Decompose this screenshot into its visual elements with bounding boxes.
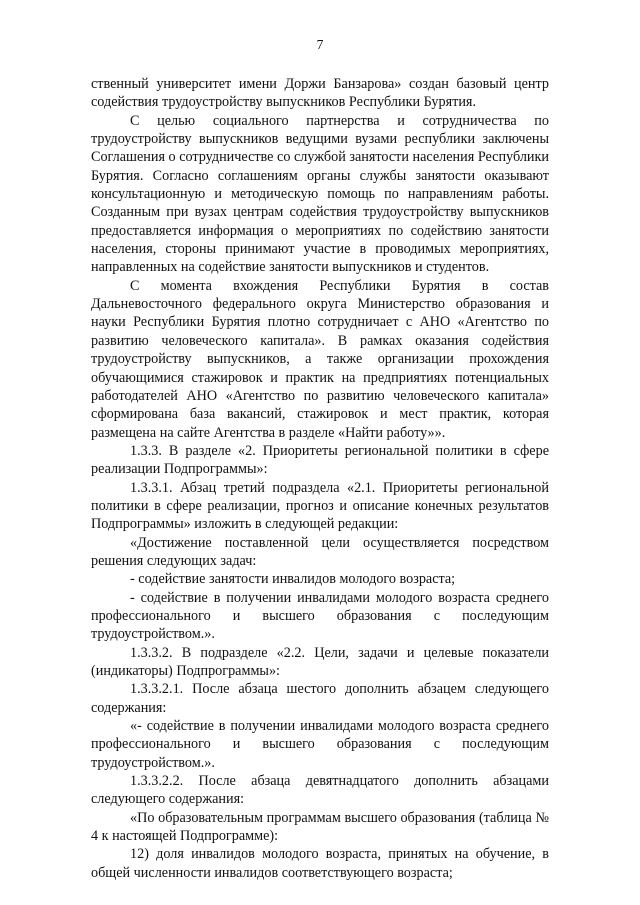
paragraph: С момента вхождения Республики Бурятия в состав Дальневосточного федерального округа Министерство образования и науки Республики Бурятия плотно сотрудничает с АНО «Агентство по развитию человеческого капитала». В рамках оказания содействия трудоустройству выпускников, а также организации прохождения обучающимися стажировок и практик на предприятиях потенциальных работодателей АНО «Агентство по развитию человеческого капитала» сформирована база вакансий, стажировок и мест практик, которая размещена на сайте Агентства в разделе «Найти работу»». [91,277,549,441]
paragraph: - содействие в получении инвалидами молодого возраста среднего профессионального и высшего образования с последующим трудоустройством.». [91,589,549,643]
paragraph: ственный университет имени Доржи Банзарова» создан базовый центр содействия трудоустройству выпускников Республики Бурятия. [91,76,549,111]
paragraph: «- содействие в получении инвалидами молодого возраста среднего профессионального и высшего образования с последующим трудоустройством.». [91,718,549,771]
paragraph: 1.3.3.1. Абзац третий подраздела «2.1. Приоритеты региональной политики в сфере реализации, прогноз и описание конечных результатов Подпрограммы» изложить в следующей редакции: [91,479,549,533]
paragraph: 1.3.3.2. В подразделе «2.2. Цели, задачи и целевые показатели (индикаторы) Подпрограммы»: [91,644,549,679]
paragraph: «По образовательным программам высшего образования (таблица № 4 к настоящей Подпрограмме): [91,809,549,845]
paragraph: 1.3.3.2.2. После абзаца девятнадцатого дополнить абзацами следующего содержания: [91,773,549,808]
paragraph: - содействие занятости инвалидов молодого возраста; [130,571,456,588]
document-body [91,75,549,882]
paragraph: 1.3.3. В разделе «2. Приоритеты региональной политики в сфере реализации Подпрограммы»: [91,442,549,478]
paragraph: «Достижение поставленной цели осуществляется посредством решения следующих задач: [91,534,549,569]
paragraph: 1.3.3.2.1. После абзаца шестого дополнить абзацем следующего содержания: [91,681,549,716]
paragraph: 12) доля инвалидов молодого возраста, принятых на обучение, в общей численности инвалидов соответствующего возраста; [91,846,549,881]
page-number: 7 [316,37,324,52]
paragraph: С целью социального партнерства и сотрудничества по трудоустройству выпускников ведущими вузами республики заключены Соглашения о сотрудничестве со службой занятости населения Республики Бурятия. Согласно соглашениям органы службы занятости оказывают консультационную и методическую помощь по направлениям работы. Созданным при вузах центрам содействия трудоустройству выпускников предоставляется информация о мероприятиях по содействию занятости населения, стороны принимают участие в проводимых мероприятиях, направленных на содействие занятости выпускников и студентов. [91,112,549,276]
